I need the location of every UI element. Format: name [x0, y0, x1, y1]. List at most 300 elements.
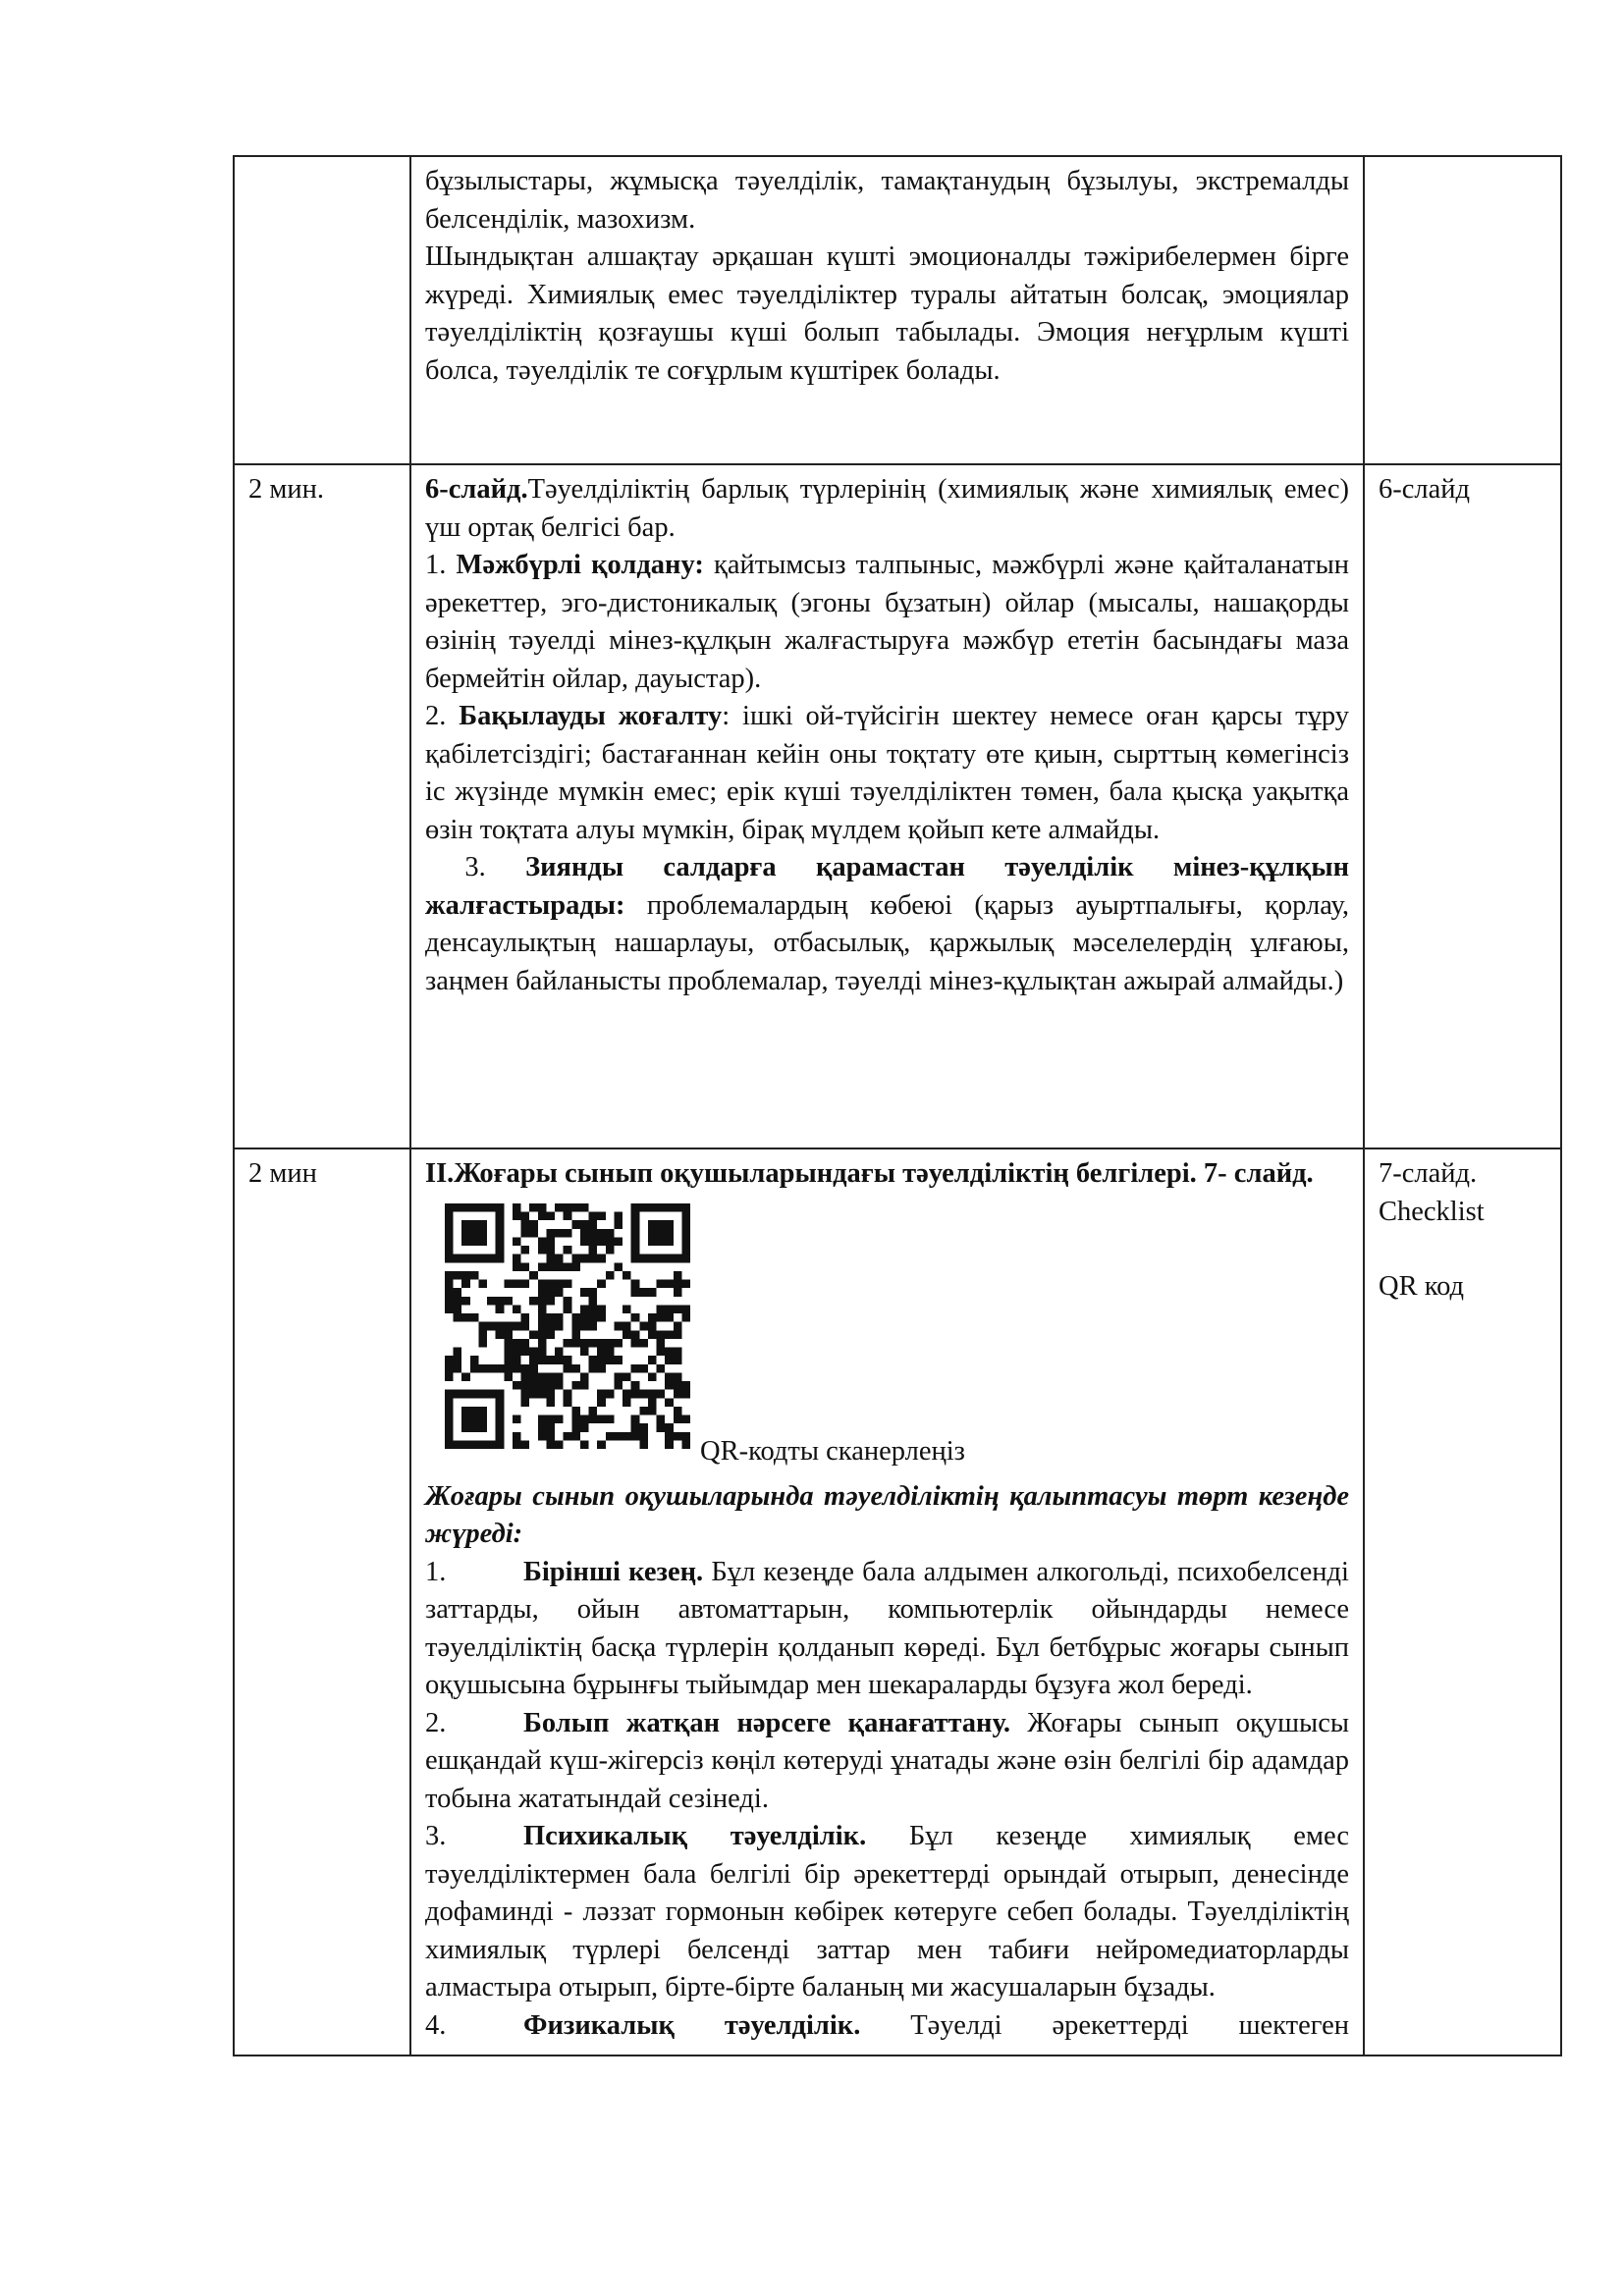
qr-module	[571, 1321, 580, 1330]
qr-module	[521, 1338, 530, 1347]
qr-module	[513, 1203, 521, 1212]
qr-module	[589, 1237, 598, 1246]
qr-module	[681, 1211, 690, 1220]
paragraph: бұзылыстары, жұмысқа тәуелділік, тамақтанудың бұзылуы, экстремалды белсенділік, мазохизм.	[425, 166, 1349, 235]
qr-module	[648, 1203, 657, 1212]
qr-module	[639, 1423, 648, 1432]
qr-code-icon[interactable]	[445, 1203, 690, 1449]
qr-module	[564, 1279, 572, 1288]
qr-module	[571, 1415, 580, 1423]
qr-module	[513, 1262, 521, 1271]
qr-module	[529, 1228, 538, 1237]
item-title: Мәжбүрлі қолдану:	[456, 550, 704, 580]
qr-module	[665, 1220, 674, 1229]
qr-module	[555, 1228, 564, 1237]
qr-module	[445, 1363, 454, 1372]
qr-module	[657, 1220, 666, 1229]
qr-module	[597, 1415, 606, 1423]
qr-module	[639, 1338, 648, 1347]
qr-module	[487, 1321, 496, 1330]
qr-module	[657, 1254, 666, 1262]
qr-module	[513, 1279, 521, 1288]
qr-module	[504, 1372, 513, 1381]
qr-module	[478, 1363, 487, 1372]
table-row	[234, 156, 1561, 464]
list-item	[425, 1554, 1349, 1705]
qr-module	[496, 1431, 505, 1440]
qr-module	[564, 1398, 572, 1407]
qr-module	[538, 1313, 547, 1322]
item-title: Психикалық тәуелділік.	[523, 1821, 867, 1851]
qr-module	[648, 1389, 657, 1398]
qr-module	[461, 1423, 470, 1432]
qr-module	[580, 1440, 589, 1449]
qr-module	[657, 1423, 666, 1432]
qr-module	[639, 1363, 648, 1372]
item-text: Бұл кезеңде химиялық емес тәуелділіктермен бала белгілі бір әрекеттерді орындай отырып, денесінде дофаминді - ләззат гормонын көбірек көтеруге себеп болады. Тәуелділіктің химиялық түрлері белсенді заттар мен табиғи нейромедиаторларды алмастыра отырып, бірте-бірте баланың ми жасушаларын бұзады.	[425, 1821, 1350, 2002]
qr-module	[623, 1431, 631, 1440]
qr-module	[597, 1338, 606, 1347]
qr-module	[589, 1356, 598, 1364]
qr-module	[521, 1246, 530, 1255]
qr-module	[631, 1254, 640, 1262]
qr-module	[445, 1423, 454, 1432]
qr-module	[461, 1237, 470, 1246]
qr-module	[564, 1296, 572, 1305]
qr-module	[571, 1313, 580, 1322]
qr-module	[538, 1389, 547, 1398]
qr-module	[546, 1389, 555, 1398]
qr-module	[538, 1237, 547, 1246]
qr-module	[478, 1389, 487, 1398]
qr-module	[496, 1203, 505, 1212]
qr-module	[571, 1254, 580, 1262]
resource-slide: 7-слайд.	[1379, 1158, 1478, 1189]
qr-module	[639, 1389, 648, 1398]
qr-module	[665, 1431, 674, 1440]
qr-module	[589, 1211, 598, 1220]
qr-module	[614, 1220, 623, 1229]
qr-module	[445, 1406, 454, 1415]
qr-module	[614, 1372, 623, 1381]
table-row	[234, 464, 1561, 1148]
qr-module	[665, 1279, 674, 1288]
qr-module	[538, 1262, 547, 1271]
qr-module	[571, 1203, 580, 1212]
qr-module	[529, 1296, 538, 1305]
qr-module	[564, 1431, 572, 1440]
list-item	[425, 1818, 1349, 2007]
qr-module	[487, 1363, 496, 1372]
qr-module	[580, 1254, 589, 1262]
qr-module	[470, 1203, 479, 1212]
qr-module	[529, 1363, 538, 1372]
qr-module	[538, 1423, 547, 1432]
qr-module	[513, 1211, 521, 1220]
qr-module	[614, 1211, 623, 1220]
qr-module	[445, 1356, 454, 1364]
qr-module	[546, 1296, 555, 1305]
qr-module	[639, 1431, 648, 1440]
qr-module	[580, 1220, 589, 1229]
qr-module	[546, 1262, 555, 1271]
qr-module	[631, 1415, 640, 1423]
qr-module	[521, 1398, 530, 1407]
qr-module	[674, 1305, 682, 1313]
qr-module	[571, 1262, 580, 1271]
qr-module	[606, 1347, 615, 1356]
paragraph	[425, 471, 1349, 547]
qr-module	[631, 1330, 640, 1339]
qr-module	[555, 1440, 564, 1449]
qr-module	[631, 1203, 640, 1212]
qr-module	[665, 1305, 674, 1313]
qr-module	[538, 1356, 547, 1364]
qr-module	[614, 1237, 623, 1246]
qr-module	[589, 1321, 598, 1330]
qr-module	[445, 1296, 454, 1305]
qr-module	[648, 1220, 657, 1229]
qr-module	[580, 1415, 589, 1423]
qr-module	[665, 1237, 674, 1246]
qr-module	[504, 1347, 513, 1356]
qr-module	[631, 1228, 640, 1237]
qr-module	[614, 1338, 623, 1347]
qr-module	[529, 1347, 538, 1356]
qr-module	[546, 1211, 555, 1220]
lesson-plan-table	[233, 155, 1562, 2056]
qr-module	[665, 1423, 674, 1432]
qr-module	[555, 1203, 564, 1212]
qr-module	[674, 1321, 682, 1330]
list-item	[425, 698, 1349, 849]
qr-module	[521, 1381, 530, 1390]
qr-module	[555, 1381, 564, 1390]
qr-module	[571, 1423, 580, 1432]
qr-module	[681, 1279, 690, 1288]
qr-module	[445, 1270, 454, 1279]
qr-module	[681, 1381, 690, 1390]
qr-module	[571, 1431, 580, 1440]
qr-module	[597, 1440, 606, 1449]
qr-module	[521, 1262, 530, 1271]
qr-module	[538, 1288, 547, 1297]
qr-module	[571, 1338, 580, 1347]
qr-module	[580, 1321, 589, 1330]
qr-module	[606, 1338, 615, 1347]
qr-module	[648, 1313, 657, 1322]
qr-module	[555, 1313, 564, 1322]
qr-module	[631, 1288, 640, 1297]
qr-module	[681, 1415, 690, 1423]
list-item	[425, 1705, 1349, 1819]
qr-module	[597, 1305, 606, 1313]
qr-module	[454, 1254, 462, 1262]
time-cell: 2 мин.	[234, 464, 410, 1148]
qr-module	[470, 1313, 479, 1322]
qr-module	[555, 1321, 564, 1330]
qr-module	[580, 1203, 589, 1212]
qr-module	[454, 1296, 462, 1305]
qr-module	[665, 1330, 674, 1339]
qr-module	[555, 1288, 564, 1297]
qr-module	[614, 1356, 623, 1364]
qr-module	[496, 1440, 505, 1449]
qr-module	[623, 1389, 631, 1398]
qr-module	[470, 1228, 479, 1237]
qr-module	[529, 1330, 538, 1339]
qr-module	[445, 1389, 454, 1398]
subheading: Жоғары сынып оқушыларында тәуелділіктің қалыптасуы төрт кезеңде жүреді:	[425, 1480, 1349, 1549]
qr-module	[445, 1398, 454, 1407]
qr-module	[606, 1415, 615, 1423]
qr-module	[546, 1440, 555, 1449]
item-title: Зиянды салдарға қарамастан тәуелділік мінез-құлқын жалғастырады:	[425, 852, 1350, 921]
qr-module	[665, 1398, 674, 1407]
qr-module	[546, 1415, 555, 1423]
qr-module	[470, 1270, 479, 1279]
qr-module	[538, 1338, 547, 1347]
qr-module	[546, 1279, 555, 1288]
resources-cell	[1364, 156, 1561, 464]
qr-module	[589, 1228, 598, 1237]
qr-module	[461, 1220, 470, 1229]
qr-module	[665, 1381, 674, 1390]
qr-module	[589, 1415, 598, 1423]
qr-module	[513, 1440, 521, 1449]
qr-module	[580, 1305, 589, 1313]
qr-module	[681, 1313, 690, 1322]
qr-module	[478, 1203, 487, 1212]
qr-module	[674, 1431, 682, 1440]
qr-module	[597, 1356, 606, 1364]
qr-module	[513, 1381, 521, 1390]
qr-module	[555, 1356, 564, 1364]
qr-module	[564, 1363, 572, 1372]
qr-module	[529, 1372, 538, 1381]
qr-module	[665, 1228, 674, 1237]
qr-module	[580, 1288, 589, 1297]
time-cell: 2 мин	[234, 1148, 410, 2056]
table-row	[234, 1148, 1561, 2056]
qr-module	[521, 1228, 530, 1237]
qr-module	[623, 1372, 631, 1381]
content-cell	[410, 156, 1364, 464]
qr-module	[681, 1389, 690, 1398]
qr-module	[454, 1363, 462, 1372]
qr-module	[513, 1321, 521, 1330]
qr-module	[461, 1279, 470, 1288]
qr-module	[606, 1237, 615, 1246]
qr-module	[461, 1440, 470, 1449]
qr-module	[496, 1296, 505, 1305]
qr-module	[546, 1237, 555, 1246]
qr-module	[674, 1356, 682, 1364]
qr-module	[538, 1279, 547, 1288]
qr-module	[674, 1288, 682, 1297]
qr-module	[623, 1330, 631, 1339]
qr-module	[513, 1254, 521, 1262]
qr-module	[521, 1389, 530, 1398]
qr-module	[496, 1237, 505, 1246]
qr-module	[487, 1203, 496, 1212]
qr-module	[470, 1363, 479, 1372]
qr-module	[521, 1440, 530, 1449]
qr-module	[589, 1220, 598, 1229]
qr-module	[648, 1330, 657, 1339]
qr-module	[445, 1203, 454, 1212]
item-text: қайтымсыз талпыныс, мәжбүрлі және қайталанатын әрекеттер, эго-дистоникалық (эгоны бұзатын) ойлар (мысалы, нашақорды өзінің тәуелді мінез-құлқын жалғастыруға мәжбүр ететін басындағы маза бермейтін ойлар, дауыстар).	[425, 550, 1349, 694]
qr-module	[648, 1237, 657, 1246]
qr-module	[631, 1431, 640, 1440]
qr-module	[478, 1237, 487, 1246]
item-number: 2.	[425, 701, 447, 731]
qr-module	[461, 1406, 470, 1415]
qr-module	[521, 1220, 530, 1229]
qr-module	[639, 1288, 648, 1297]
item-number: 1.	[425, 1556, 447, 1587]
qr-module	[521, 1279, 530, 1288]
qr-module	[597, 1254, 606, 1262]
qr-module	[496, 1406, 505, 1415]
qr-module	[657, 1203, 666, 1212]
qr-module	[478, 1279, 487, 1288]
qr-module	[606, 1270, 615, 1279]
qr-module	[445, 1288, 454, 1297]
qr-module	[546, 1381, 555, 1390]
qr-module	[657, 1228, 666, 1237]
qr-module	[597, 1389, 606, 1398]
qr-module	[454, 1440, 462, 1449]
resource-checklist: Checklist	[1379, 1196, 1485, 1227]
qr-module	[589, 1305, 598, 1313]
item-text: проблемалардың көбеюі (қарыз ауыртпалығы, қорлау, денсаулықтың нашарлауы, отбасылық, қаржылық мәселелердің ұлғаюы, заңмен байланысты проблемалар, тәуелді мінез-құлықтан ажырай алмайды.)	[425, 889, 1349, 996]
qr-module	[589, 1406, 598, 1415]
qr-module	[445, 1372, 454, 1381]
qr-module	[445, 1246, 454, 1255]
qr-module	[504, 1296, 513, 1305]
qr-module	[648, 1321, 657, 1330]
qr-module	[496, 1363, 505, 1372]
item-text: Бұл кезеңде бала алдымен алкогольді, психобелсенді заттарды, ойын автоматтарын, компьютерлік ойындарды немесе тәуелділіктің басқа түрлерін қолданып көреді. Бұл бетбұрыс жоғары сынып оқушысына бұрынғы тыйымдар мен шекараларды бұзуға жол береді.	[425, 1556, 1349, 1700]
qr-module	[555, 1347, 564, 1356]
item-number: 3.	[464, 852, 486, 882]
qr-module	[571, 1406, 580, 1415]
qr-module	[538, 1211, 547, 1220]
qr-module	[589, 1363, 598, 1372]
qr-module	[631, 1279, 640, 1288]
qr-module	[454, 1203, 462, 1212]
qr-module	[564, 1228, 572, 1237]
qr-module	[555, 1279, 564, 1288]
qr-module	[674, 1254, 682, 1262]
qr-module	[555, 1415, 564, 1423]
qr-module	[681, 1203, 690, 1212]
qr-module	[521, 1347, 530, 1356]
qr-module	[580, 1237, 589, 1246]
qr-module	[681, 1440, 690, 1449]
list-item	[425, 849, 1349, 1000]
qr-module	[504, 1279, 513, 1288]
item-title: Бірінші кезең.	[523, 1556, 704, 1587]
content-cell	[410, 1148, 1364, 2056]
qr-module	[665, 1440, 674, 1449]
qr-module	[487, 1440, 496, 1449]
content-cell	[410, 464, 1364, 1148]
qr-module	[496, 1305, 505, 1313]
qr-module	[674, 1372, 682, 1381]
qr-module	[657, 1338, 666, 1347]
qr-module	[504, 1338, 513, 1347]
qr-module	[564, 1338, 572, 1347]
qr-module	[674, 1203, 682, 1212]
qr-module	[470, 1389, 479, 1398]
qr-module	[639, 1203, 648, 1212]
qr-module	[461, 1254, 470, 1262]
qr-module	[461, 1228, 470, 1237]
qr-module	[597, 1398, 606, 1407]
qr-module	[538, 1431, 547, 1440]
qr-module	[665, 1347, 674, 1356]
qr-module	[496, 1389, 505, 1398]
qr-module	[470, 1415, 479, 1423]
item-text: Жоғары сынып оқушысы ешқандай күш-жігерсіз көңіл көтеруді ұнатады және өзін белгілі бір адамдар тобына жататындай сезінеді.	[425, 1707, 1349, 1814]
qr-module	[478, 1440, 487, 1449]
qr-module	[648, 1254, 657, 1262]
qr-module	[546, 1330, 555, 1339]
qr-module	[513, 1431, 521, 1440]
qr-module	[589, 1254, 598, 1262]
qr-module	[478, 1415, 487, 1423]
qr-module	[504, 1356, 513, 1364]
qr-module	[564, 1246, 572, 1255]
qr-module	[454, 1270, 462, 1279]
qr-module	[681, 1237, 690, 1246]
qr-module	[461, 1313, 470, 1322]
qr-module	[571, 1363, 580, 1372]
qr-module	[681, 1431, 690, 1440]
qr-module	[513, 1338, 521, 1347]
item-number: 2.	[425, 1707, 447, 1738]
qr-module	[657, 1363, 666, 1372]
qr-module	[546, 1356, 555, 1364]
qr-module	[445, 1415, 454, 1423]
qr-module	[639, 1440, 648, 1449]
qr-module	[529, 1389, 538, 1398]
qr-module	[487, 1296, 496, 1305]
qr-module	[580, 1347, 589, 1356]
qr-module	[639, 1321, 648, 1330]
qr-module	[445, 1431, 454, 1440]
qr-module	[496, 1254, 505, 1262]
qr-module	[445, 1237, 454, 1246]
list-item	[425, 2007, 1349, 2046]
qr-module	[665, 1254, 674, 1262]
qr-module	[521, 1211, 530, 1220]
qr-module	[657, 1347, 666, 1356]
qr-module	[580, 1228, 589, 1237]
qr-module	[681, 1305, 690, 1313]
qr-module	[538, 1415, 547, 1423]
qr-module	[571, 1381, 580, 1390]
resources-cell	[1364, 1148, 1561, 2056]
qr-module	[546, 1372, 555, 1381]
qr-caption: QR-кодты сканерлеңіз	[700, 1435, 965, 1467]
qr-module	[538, 1305, 547, 1313]
qr-module	[639, 1406, 648, 1415]
qr-module	[589, 1338, 598, 1347]
qr-module	[478, 1338, 487, 1347]
